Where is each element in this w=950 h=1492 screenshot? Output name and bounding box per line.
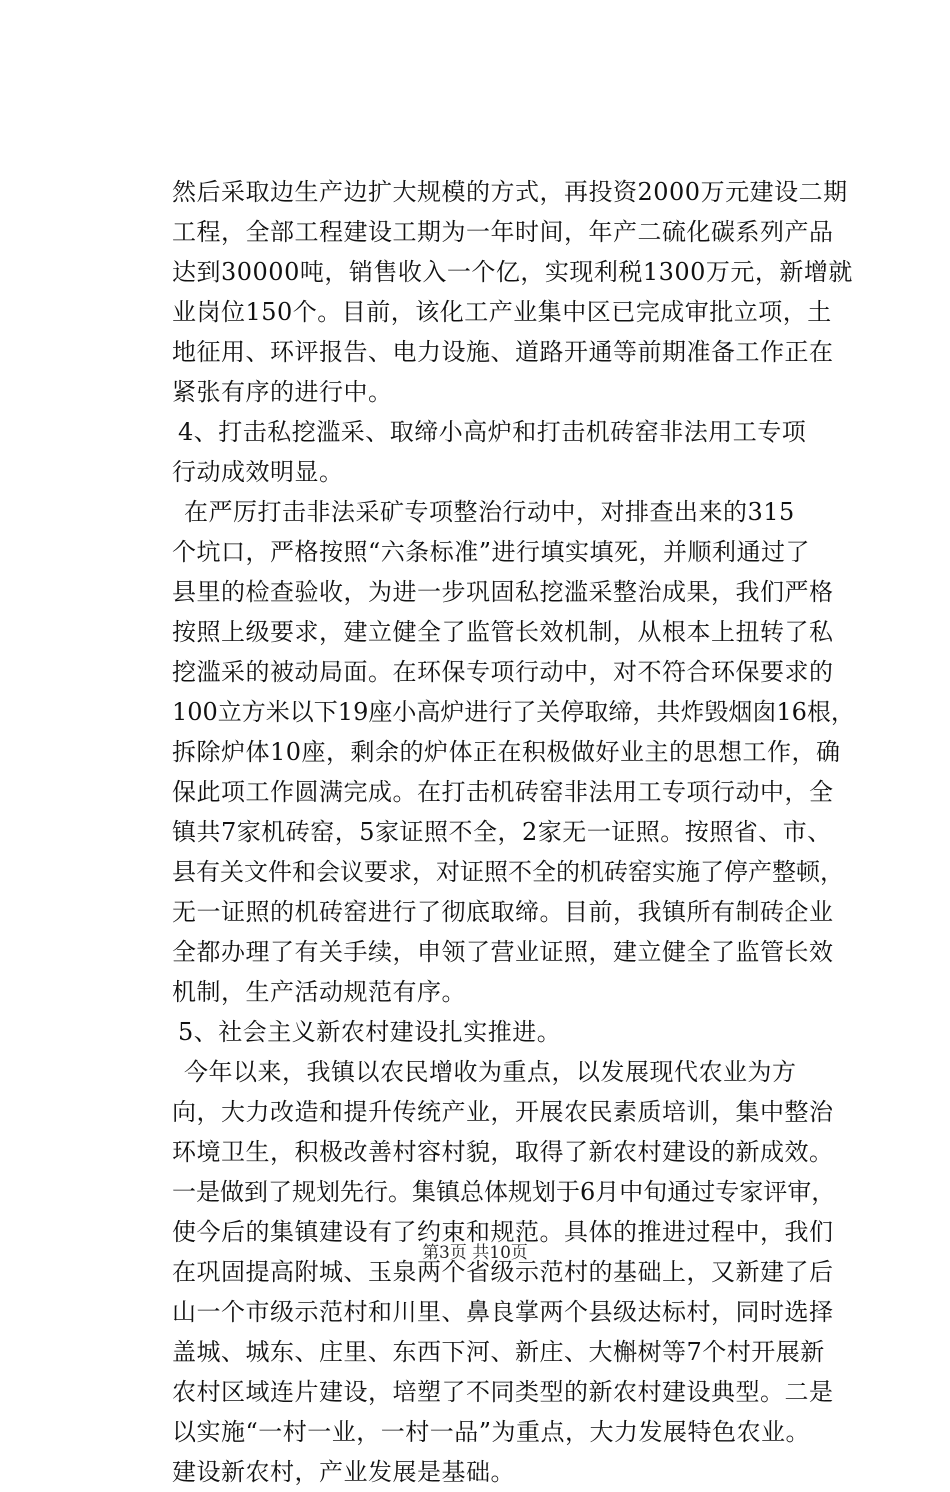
text-line: 在巩固提高附城、玉泉两个省级示范村的基础上，又新建了后 bbox=[172, 1258, 834, 1286]
text-line: 保此项工作圆满完成。在打击机砖窑非法用工专项行动中，全 bbox=[172, 778, 834, 806]
paragraph-start-line: 在严厉打击非法采矿专项整治行动中，对排查出来的315 bbox=[184, 498, 795, 526]
text-line: 100立方米以下19座小高炉进行了关停取缔，共炸毁烟囱16根， bbox=[172, 698, 855, 726]
document-body bbox=[172, 172, 855, 1492]
section-heading-line: 4、打击私挖滥采、取缔小高炉和打击机砖窑非法用工专项 bbox=[178, 418, 807, 446]
paragraph-start-line: 今年以来，我镇以农民增收为重点，以发展现代农业为方 bbox=[184, 1058, 797, 1086]
text-line: 向，大力改造和提升传统产业，开展农民素质培训，集中整治 bbox=[172, 1098, 834, 1126]
section-heading-line: 行动成效明显。 bbox=[172, 458, 344, 486]
text-line: 使今后的集镇建设有了约束和规范。具体的推进过程中，我们 bbox=[172, 1218, 834, 1246]
text-line: 县有关文件和会议要求，对证照不全的机砖窑实施了停产整顿， bbox=[172, 858, 844, 886]
text-line: 盖城、城东、庄里、东西下河、新庄、大槲树等7个村开展新 bbox=[172, 1338, 825, 1366]
text-line: 以实施“一村一业，一村一品”为重点，大力发展特色农业。 bbox=[172, 1418, 811, 1446]
text-line: 全都办理了有关手续，申领了营业证照，建立健全了监管长效 bbox=[172, 938, 834, 966]
text-line: 环境卫生，积极改善村容村貌，取得了新农村建设的新成效。 bbox=[172, 1138, 834, 1166]
text-line: 然后采取边生产边扩大规模的方式，再投资2000万元建设二期 bbox=[172, 178, 848, 206]
section-heading-line: 5、社会主义新农村建设扎实推进。 bbox=[178, 1018, 562, 1046]
text-line: 农村区域连片建设，培塑了不同类型的新农村建设典型。二是 bbox=[172, 1378, 834, 1406]
text-line: 个坑口，严格按照“六条标准”进行填实填死，并顺利通过了 bbox=[172, 538, 811, 566]
text-line: 山一个市级示范村和川里、鼻良掌两个县级达标村，同时选择 bbox=[172, 1298, 834, 1326]
text-line: 业岗位150个。目前，该化工产业集中区已完成审批立项，土 bbox=[172, 298, 832, 326]
text-line: 按照上级要求，建立健全了监管长效机制，从根本上扭转了私 bbox=[172, 618, 834, 646]
text-line: 一是做到了规划先行。集镇总体规划于6月中旬通过专家评审， bbox=[172, 1178, 836, 1206]
text-line: 挖滥采的被动局面。在环保专项行动中，对不符合环保要求的 bbox=[172, 658, 834, 686]
text-line: 无一证照的机砖窑进行了彻底取缔。目前，我镇所有制砖企业 bbox=[172, 898, 834, 926]
text-line: 地征用、环评报告、电力设施、道路开通等前期准备工作正在 bbox=[172, 338, 834, 366]
text-line: 镇共7家机砖窑，5家证照不全，2家无一证照。按照省、市、 bbox=[172, 818, 832, 846]
text-line: 建设新农村，产业发展是基础。 bbox=[172, 1458, 515, 1486]
text-line: 机制，生产活动规范有序。 bbox=[172, 978, 466, 1006]
text-line: 工程，全部工程建设工期为一年时间，年产二硫化碳系列产品 bbox=[172, 218, 834, 246]
text-line: 达到30000吨，销售收入一个亿，实现利税1300万元，新增就 bbox=[172, 258, 853, 286]
text-line: 县里的检查验收，为进一步巩固私挖滥采整治成果，我们严格 bbox=[172, 578, 834, 606]
page-number-footer: 第3页 共10页 bbox=[422, 1243, 528, 1263]
text-line: 紧张有序的进行中。 bbox=[172, 378, 393, 406]
text-line: 拆除炉体10座，剩余的炉体正在积极做好业主的思想工作，确 bbox=[172, 738, 841, 766]
